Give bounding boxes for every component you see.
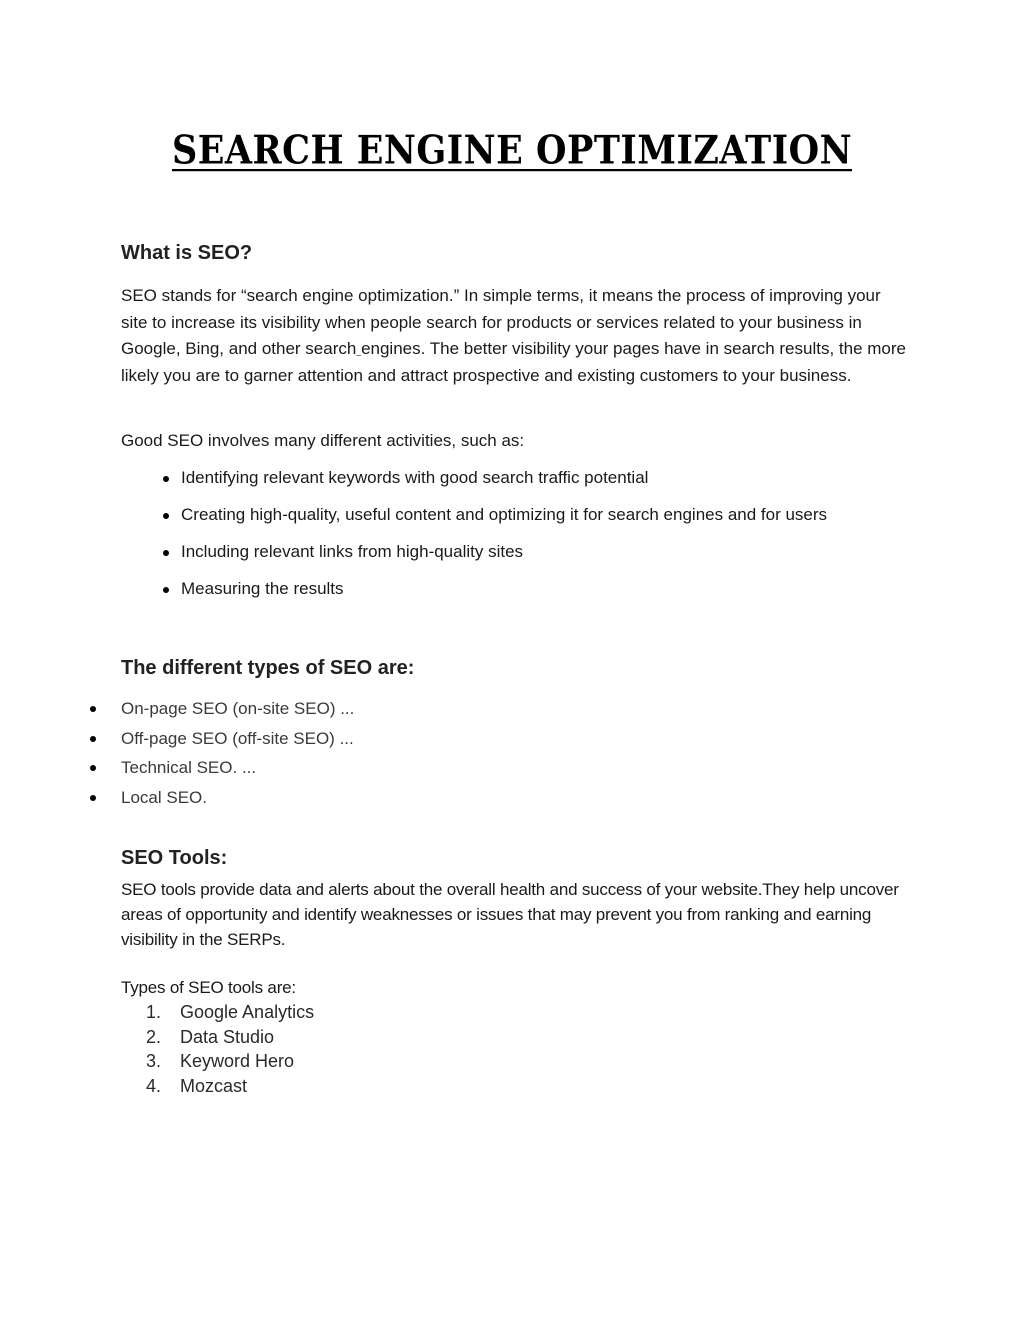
activities-list — [163, 466, 827, 614]
tool-name: Keyword Hero — [180, 1051, 295, 1072]
activities-intro: Good SEO involves many different activities, such as: — [121, 431, 525, 450]
document-title — [0, 127, 1024, 174]
list-item — [146, 1074, 314, 1099]
seo-tools-heading: SEO Tools: — [121, 847, 228, 869]
list-item: Creating high-quality, useful content and optimizing it for search engines and for users — [163, 503, 827, 540]
tool-name: Data Studio — [180, 1026, 275, 1047]
seo-definition-text-part1: SEO stands for “search engine optimization.” In simple terms, it means the process of improving your site to increase its visibility when people search for products or services related to your business in Google, Bing, and other search — [121, 286, 881, 358]
list-number: 4. — [146, 1075, 162, 1096]
list-number: 1. — [146, 1002, 162, 1022]
document-title-text: SEARCH ENGINE OPTIMIZATION — [171, 127, 853, 174]
list-item — [146, 1025, 314, 1050]
list-item: Identifying relevant keywords with good search traffic potential — [163, 466, 827, 503]
list-item: Measuring the results — [163, 577, 827, 614]
what-is-seo-heading: What is SEO? — [121, 242, 253, 264]
seo-types-list — [89, 697, 354, 816]
list-item: Including relevant links from high-quality sites — [163, 540, 827, 577]
seo-definition-paragraph — [121, 283, 911, 389]
seo-tools-paragraph: SEO tools provide data and alerts about the overall health and success of your website.They help uncover areas of opportunity and identify weaknesses or issues that may prevent you from ranking and earning visibility in the SERPs. — [121, 880, 899, 949]
list-number: 3. — [146, 1051, 162, 1072]
list-item: Technical SEO. ... — [89, 756, 354, 786]
seo-tools-list-intro: Types of SEO tools are: — [121, 978, 296, 997]
seo-tools-list — [146, 1000, 314, 1098]
list-item: Off-page SEO (off-site SEO) ... — [89, 727, 354, 757]
tool-name: Mozcast — [180, 1075, 248, 1096]
list-item: On-page SEO (on-site SEO) ... — [89, 697, 354, 727]
list-number: 2. — [146, 1026, 162, 1047]
list-item — [146, 1049, 314, 1074]
seo-types-heading: The different types of SEO are: — [121, 657, 415, 679]
list-item — [146, 1000, 314, 1025]
seo-definition-text-part2: engines. The better visibility your pages have in search results, the more likely you are to garner attention and attract prospective and existing customers to your business. — [121, 339, 906, 385]
list-item: Local SEO. — [89, 786, 354, 816]
tool-name: Google Analytics — [180, 1002, 315, 1022]
